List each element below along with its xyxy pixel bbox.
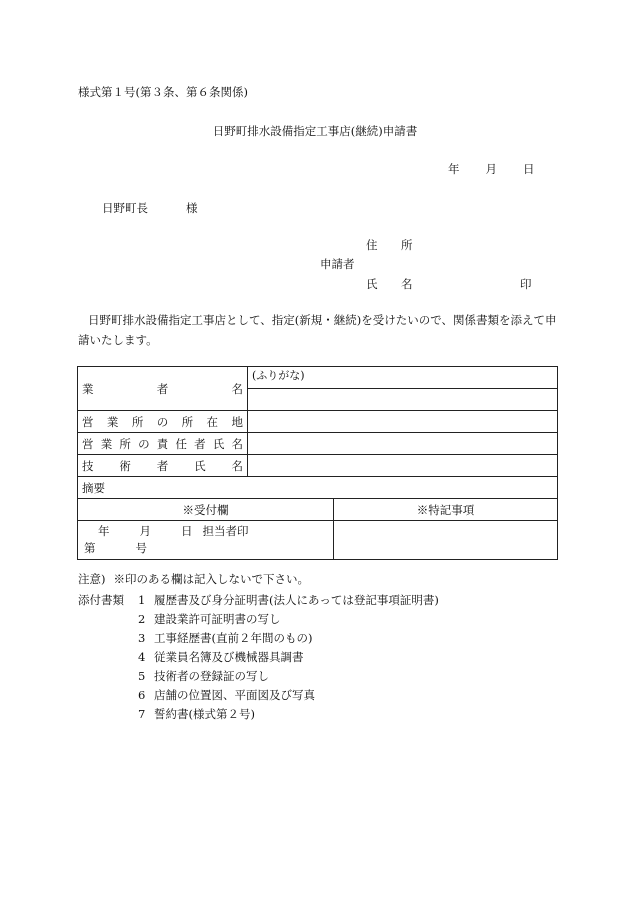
attachments-label: 添付書類 <box>78 592 124 607</box>
office-manager-label-char: 所 <box>119 436 131 451</box>
office-location-label-char: 所 <box>131 414 144 429</box>
reception-number <box>84 540 329 557</box>
reception-number-suffix: 号 <box>135 541 147 555</box>
business-name-label-char: 名 <box>231 381 243 396</box>
office-manager-label-char: 者 <box>194 436 206 451</box>
attachment-item <box>78 590 439 609</box>
business-name-label-char: 者 <box>156 381 169 396</box>
office-manager-value <box>248 433 558 455</box>
document-title: 日野町排水設備指定工事店(継続)申請書 <box>212 124 418 138</box>
reception-number-prefix: 第 <box>84 541 96 555</box>
reception-month: 月 <box>139 524 151 538</box>
attachment-number: 3 <box>138 630 146 645</box>
office-manager-label-char: 名 <box>231 436 243 451</box>
attachment-number: 6 <box>138 687 146 702</box>
attachment-text: 工事経歴書(直前２年間のもの) <box>154 630 313 645</box>
office-manager-label-char: 業 <box>100 436 113 451</box>
addressee-name: 日野町長 <box>102 201 148 215</box>
attachment-text: 履歴書及び身分証明書(法人にあっては登記事項証明書) <box>154 592 439 607</box>
summary-label: 摘要 <box>82 480 105 495</box>
date-day-label: 日 <box>523 162 535 176</box>
applicant-label: 申請者 <box>320 257 355 271</box>
notes-label: 注意) <box>78 572 106 586</box>
office-manager-label-char: 責 <box>156 436 169 451</box>
addressee-honorific: 様 <box>186 201 198 215</box>
office-manager-label-char: 氏 <box>212 436 225 451</box>
reception-date <box>84 523 329 540</box>
attachment-number: 1 <box>138 592 146 607</box>
reception-header: ※受付欄 <box>78 499 334 521</box>
application-form-table <box>77 366 558 560</box>
furigana-label: (ふりがな) <box>252 369 305 382</box>
attachment-item <box>78 628 439 647</box>
date-line <box>448 161 535 177</box>
attachment-text: 店舗の位置図、平面図及び写真 <box>154 687 315 702</box>
attachment-text: 従業員名簿及び機械器具調書 <box>154 649 304 664</box>
office-manager-label-char: 任 <box>175 436 187 451</box>
attachment-item <box>78 666 439 685</box>
attachment-text: 誓約書(様式第２号) <box>154 706 255 721</box>
addressee <box>102 200 198 216</box>
office-location-label-char: 業 <box>106 414 119 429</box>
office-location-label-char: 在 <box>206 414 219 429</box>
office-manager-label-char: の <box>138 436 150 451</box>
staff-seal-label: 担当者印 <box>202 524 249 538</box>
attachment-number: 4 <box>138 649 146 664</box>
attachment-item <box>78 647 439 666</box>
reception-year: 年 <box>98 524 110 538</box>
furigana-cell <box>248 367 558 389</box>
summary-row <box>78 477 558 499</box>
office-location-label-char: 地 <box>231 414 243 429</box>
notes-text: ※印のある欄は記入しないで下さい。 <box>113 572 309 586</box>
office-manager-label-char: 営 <box>82 436 94 451</box>
attachment-number: 7 <box>138 706 146 721</box>
notes <box>78 571 309 587</box>
engineer-name-label-char: 者 <box>156 458 169 473</box>
office-manager-label <box>78 433 248 455</box>
attachments-list <box>78 590 439 723</box>
attachment-item <box>78 704 439 723</box>
engineer-name-value <box>248 455 558 477</box>
reception-cell <box>78 521 334 560</box>
engineer-name-label-char: 術 <box>119 458 131 473</box>
business-name-label <box>78 367 248 411</box>
engineer-name-label-char: 名 <box>231 458 243 473</box>
attachment-item <box>78 685 439 704</box>
engineer-name-label <box>78 455 248 477</box>
business-name-value <box>248 389 558 411</box>
reception-day: 日 <box>181 524 193 538</box>
address-label: 住 所 <box>366 238 419 252</box>
office-location-label-char: 営 <box>82 414 94 429</box>
business-name-label-char: 業 <box>82 381 94 396</box>
attachment-text: 技術者の登録証の写し <box>154 668 269 683</box>
office-location-label-char: の <box>156 414 169 429</box>
office-location-label-char: 所 <box>181 414 194 429</box>
office-location-label <box>78 411 248 433</box>
engineer-name-label-char: 技 <box>82 458 94 473</box>
attachment-item <box>78 609 439 628</box>
engineer-name-label-char: 氏 <box>194 458 206 473</box>
office-location-value <box>248 411 558 433</box>
seal-mark: 印 <box>520 277 532 291</box>
attachment-text: 建設業許可証明書の写し <box>154 611 281 626</box>
special-notes-header: ※特記事項 <box>334 499 558 521</box>
special-notes-cell <box>334 521 558 560</box>
attachment-number: 5 <box>138 668 146 683</box>
date-year-label: 年 <box>448 162 460 176</box>
attachment-number: 2 <box>138 611 146 626</box>
form-number: 様式第１号(第３条、第６条関係) <box>78 85 248 99</box>
application-statement: 日野町排水設備指定工事店として、指定(新規・継続)を受けたいので、関係書類を添えて申請いたします。 <box>78 313 557 347</box>
date-month-label: 月 <box>485 162 497 176</box>
name-label: 氏 名 <box>366 277 419 291</box>
